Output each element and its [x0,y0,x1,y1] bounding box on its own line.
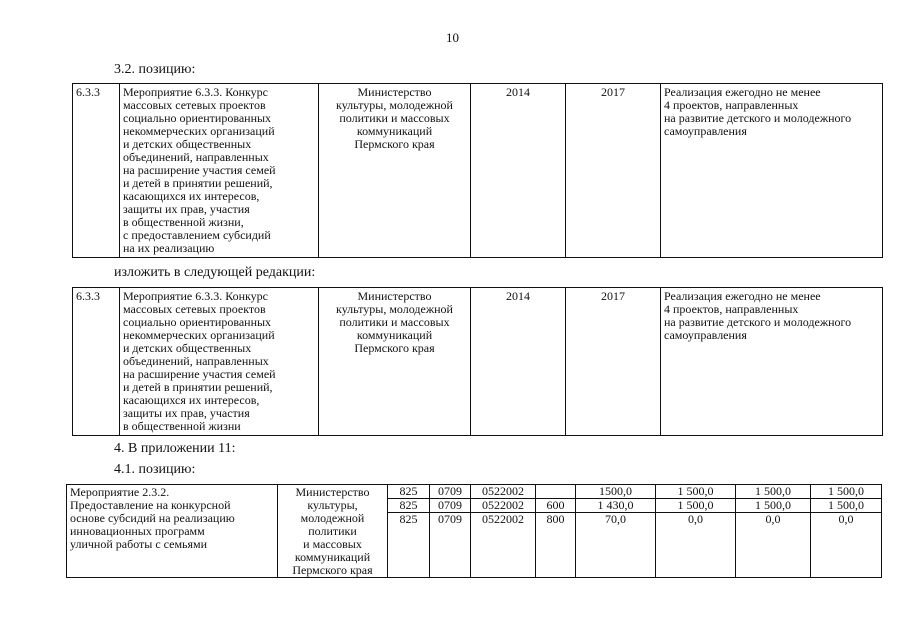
target-article-code: 0522002 [471,485,536,499]
expense-type-code: 800 [536,513,576,578]
event-line: основе субсидий на реализацию [70,511,235,525]
event-line: касающихся их интересов, [123,393,260,407]
event-code: 6.3.3 [73,288,120,436]
section-3-2-heading: 3.2. позицию: [114,62,196,77]
event-line: Мероприятие 6.3.3. Конкурс [123,289,269,303]
event-description [67,485,278,578]
end-year: 2017 [566,84,661,258]
result-line: 4 проектов, направленных [664,98,799,112]
result-line: самоуправления [664,328,747,342]
grbs-code: 825 [388,499,430,513]
ministry-line: коммуникаций [356,328,433,342]
event-line: социально ориентированных [123,111,272,125]
section-code: 0709 [430,513,471,578]
result-line: Реализация ежегодно не менее [664,85,821,99]
expense-type-code: 600 [536,499,576,513]
amount-year-2: 0,0 [656,513,736,578]
expected-result [661,84,883,258]
event-line: с предоставлением субсидий [123,228,271,242]
amount-year-3: 1 500,0 [736,499,811,513]
ministry-line: культуры, молодежной [336,302,453,316]
event-line: защиты их прав, участия [123,202,250,216]
event-line: социально ориентированных [123,315,272,329]
event-line: в общественной жизни, [123,215,244,229]
ministry-line: коммуникаций [294,550,371,564]
event-line: массовых сетевых проектов [123,98,266,112]
event-line: Предоставление на конкурсной [70,498,231,512]
ministry-line: Пермского края [292,563,373,577]
start-year: 2014 [471,288,566,436]
event-line: некоммерческих организаций [123,328,275,342]
event-line: на расширение участия семей [123,367,276,381]
section-4-1-heading: 4.1. позицию: [114,462,196,477]
amount-year-1: 1500,0 [576,485,656,499]
amount-year-1: 70,0 [576,513,656,578]
section-4-heading: 4. В приложении 11: [114,441,236,456]
target-article-code: 0522002 [471,499,536,513]
start-year: 2014 [471,84,566,258]
amount-year-4: 0,0 [811,513,882,578]
event-line: уличной работы с семьями [70,537,208,551]
amount-year-1: 1 430,0 [576,499,656,513]
page-number: 10 [446,30,459,45]
event-line: на их реализацию [123,241,215,255]
ministry-line: Пермского края [354,341,435,355]
event-line: и детских общественных [123,341,252,355]
edit-instruction: изложить в следующей редакции: [114,265,316,280]
event-code: 6.3.3 [73,84,120,258]
ministry-line: и массовых [303,537,362,551]
event-line: на расширение участия семей [123,163,276,177]
amount-year-3: 0,0 [736,513,811,578]
event-line: защиты их прав, участия [123,406,250,420]
position-table-original [72,83,883,258]
responsible-ministry [319,288,471,436]
ministry-line: политики и массовых [339,111,450,125]
responsible-ministry [278,485,388,578]
funding-table [66,484,882,578]
end-year: 2017 [566,288,661,436]
ministry-line: культуры, [307,498,358,512]
ministry-line: коммуникаций [356,124,433,138]
grbs-code: 825 [388,513,430,578]
event-description [120,288,319,436]
amount-year-2: 1 500,0 [656,499,736,513]
position-table-revised [72,287,883,436]
event-description [120,84,319,258]
expected-result [661,288,883,436]
ministry-line: молодежной [300,511,365,525]
result-line: на развитие детского и молодежного [664,111,852,125]
event-line: инновационных программ [70,524,205,538]
event-line: и детей в принятии решений, [123,176,273,190]
ministry-line: Министерство [357,85,432,99]
section-code: 0709 [430,499,471,513]
event-line: массовых сетевых проектов [123,302,266,316]
target-article-code: 0522002 [471,513,536,578]
ministry-line: Пермского края [354,137,435,151]
event-line: некоммерческих организаций [123,124,275,138]
event-line: и детей в принятии решений, [123,380,273,394]
event-line: Мероприятие 6.3.3. Конкурс [123,85,269,99]
ministry-line: культуры, молодежной [336,98,453,112]
ministry-line: Министерство [295,485,370,499]
result-line: самоуправления [664,124,747,138]
event-line: касающихся их интересов, [123,189,260,203]
amount-year-2: 1 500,0 [656,485,736,499]
event-line: объединений, направленных [123,354,269,368]
expense-type-code [536,485,576,499]
ministry-line: политики [308,524,357,538]
event-line: Мероприятие 2.3.2. [70,485,170,499]
event-line: объединений, направленных [123,150,269,164]
amount-year-4: 1 500,0 [811,499,882,513]
amount-year-4: 1 500,0 [811,485,882,499]
event-line: и детских общественных [123,137,252,151]
result-line: на развитие детского и молодежного [664,315,852,329]
result-line: 4 проектов, направленных [664,302,799,316]
amount-year-3: 1 500,0 [736,485,811,499]
responsible-ministry [319,84,471,258]
ministry-line: политики и массовых [339,315,450,329]
section-code: 0709 [430,485,471,499]
result-line: Реализация ежегодно не менее [664,289,821,303]
event-line: в общественной жизни [123,419,241,433]
ministry-line: Министерство [357,289,432,303]
grbs-code: 825 [388,485,430,499]
